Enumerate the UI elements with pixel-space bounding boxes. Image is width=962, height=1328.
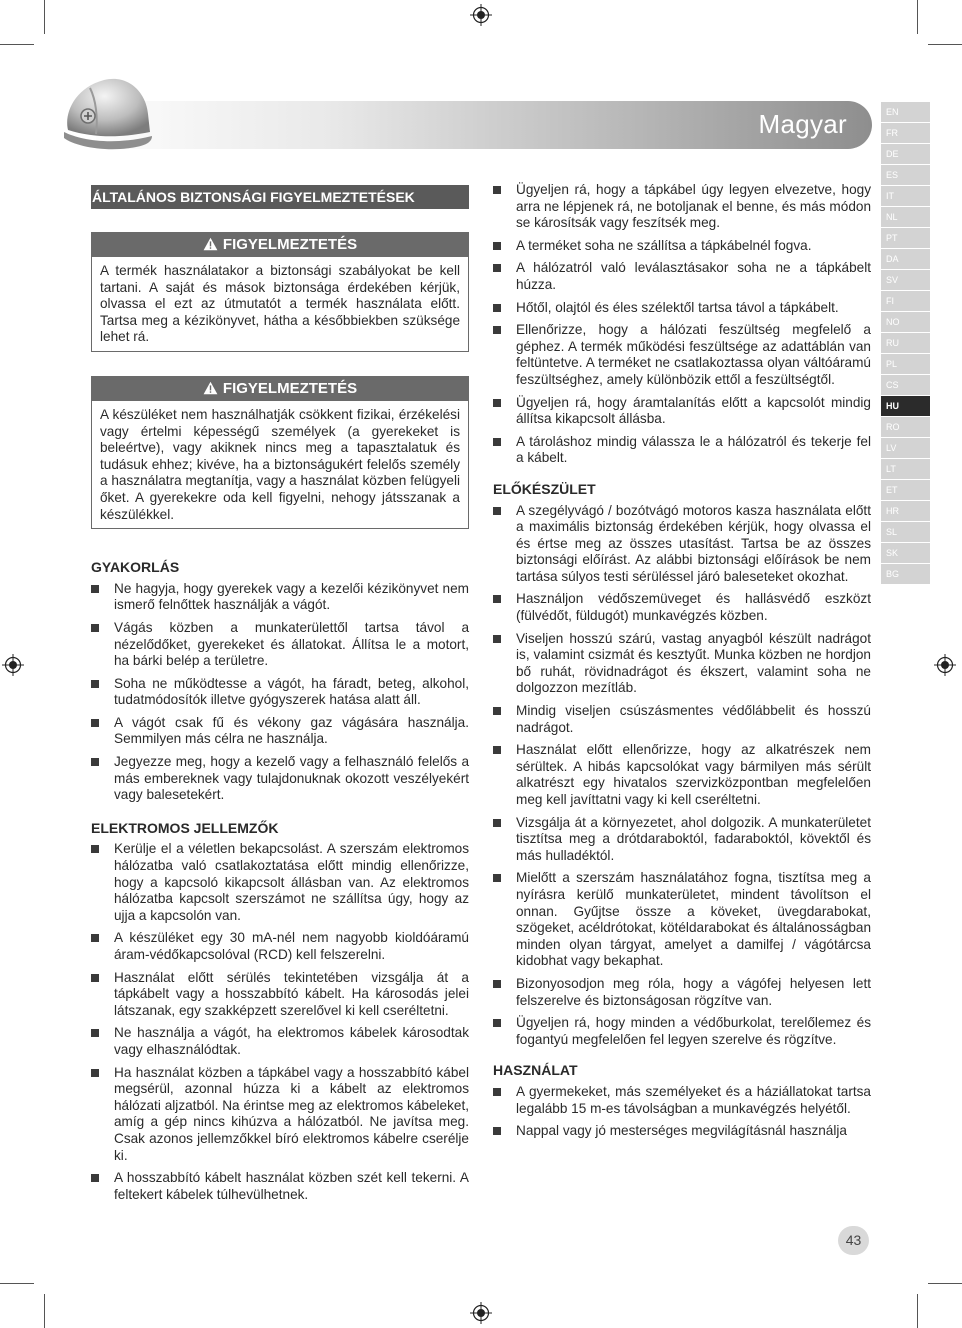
main-heading: ÁLTALÁNOS BIZTONSÁGI FIGYELMEZTETÉSEK: [91, 185, 469, 209]
list-item-text: Soha ne működtesse a vágót, ha fáradt, beteg, alkohol, tudatmódosítók illetve gyógyszerek hatása alatt áll.: [114, 675, 469, 708]
square-bullet-icon: [493, 635, 501, 643]
registration-mark-icon: [934, 654, 956, 676]
list-item-text: Vizsgálja át a környezetet, ahol dolgozik. A munkaterületet tisztítsa meg a drótdaraboktól, fadaraboktól, kövektől és más hulladéktól.: [516, 814, 871, 863]
list-item-text: Kerülje el a véletlen bekapcsolást. A szerszám elektromos hálózatba való csatlakoztatása előtt mindig ellenőrizze, hogy a kapcsoló kikapcsolt állásban van. Az elektromos hálózatba kapcsolt szerszámot ne szállítsa úgy, hogy az ujja a kapcsolón van.: [114, 841, 469, 923]
lang-tab-de[interactable]: DE: [881, 144, 930, 164]
warning-triangle-icon: [203, 381, 218, 395]
list-item: [493, 503, 871, 586]
list-item: [493, 260, 871, 293]
list-item-text: Használat előtt ellenőrizze, hogy az alkatrészek nem sérültek. A hibás kapcsolókat vagy bármilyen más sérült alkatrészt egy hivatalos szervizközpontban megfelelően meg kell javíttatni vagy ki kell cseréltetni.: [516, 742, 871, 807]
lang-tab-sl[interactable]: SL: [881, 522, 930, 542]
section-heading-hasznalat: HASZNÁLAT: [493, 1062, 578, 1079]
list-item-text: Ne használja a vágót, ha elektromos kábelek károsodtak vagy elhasználódtak.: [114, 1025, 469, 1057]
list-item-text: Használjon védőszemüveget és hallásvédő eszközt (fülvédőt, füldugót) munkavégzés közben.: [516, 591, 871, 624]
safety-helmet-icon: [60, 74, 160, 154]
lang-tab-hr[interactable]: HR: [881, 501, 930, 521]
square-bullet-icon: [493, 707, 501, 715]
lang-tab-cs[interactable]: CS: [881, 375, 930, 395]
square-bullet-icon: [91, 719, 99, 727]
list-item: [493, 703, 871, 736]
list-item: [91, 1065, 469, 1165]
square-bullet-icon: [493, 242, 501, 250]
bullet-list-gyakorlas: [91, 581, 469, 804]
crop-mark: [44, 0, 45, 34]
registration-mark-icon: [2, 654, 24, 676]
list-item-text: Bizonyosodjon meg róla, hogy a vágófej helyesen lett felszerelve és biztonságosan rögzítve van.: [516, 975, 871, 1008]
list-item-text: A terméket soha ne szállítsa a tápkábelnél fogva.: [516, 237, 812, 253]
bullet-list-elektromos: [91, 841, 469, 1203]
crop-mark: [44, 1294, 45, 1328]
square-bullet-icon: [91, 934, 99, 942]
crop-mark: [917, 0, 918, 34]
crop-mark: [928, 1283, 962, 1284]
list-item: [493, 300, 871, 317]
warning-title-text: FIGYELMEZTETÉS: [222, 379, 358, 397]
square-bullet-icon: [493, 304, 501, 312]
list-item-text: A tároláshoz mindig válassza le a hálózatról és tekerje fel a kábelt.: [516, 433, 871, 466]
header-bar: [96, 101, 872, 149]
list-item: [493, 434, 871, 467]
lang-tab-bg[interactable]: BG: [881, 564, 930, 584]
list-item-text: A szegélyvágó / bozótvágó motoros kasza használata előtt a maximális biztonság érdekében kérjük, hogy olvassa el és értse meg az összes utasítást. Tartsa be az összes biztonsági előírást. Az alábbi biztonsági előírások be nem tartása súlyos testi sérüléssel járó baleseteket okozhat.: [516, 502, 871, 584]
section-heading-elektromos: ELEKTROMOS JELLEMZŐK: [91, 819, 279, 836]
bullet-list-hasznalat: [493, 1084, 871, 1140]
list-item: [493, 1084, 871, 1117]
square-bullet-icon: [493, 1019, 501, 1027]
bullet-list-elektromos-continued: [493, 182, 871, 467]
list-item: [493, 395, 871, 428]
lang-tab-da[interactable]: DA: [881, 249, 930, 269]
list-item-text: A készüléket egy 30 mA-nél nem nagyobb kioldóáramú áram-védőkapcsolóval (RCD) kell felszerelni.: [114, 930, 469, 962]
square-bullet-icon: [91, 845, 99, 853]
lang-tab-no[interactable]: NO: [881, 312, 930, 332]
section-heading-gyakorlas: GYAKORLÁS: [91, 559, 180, 576]
list-item-text: A hosszabbító kábelt használat közben szét kell tekerni. A feltekert kábelek túlhevülhetnek.: [114, 1170, 469, 1202]
lang-tab-sv[interactable]: SV: [881, 270, 930, 290]
lang-tab-hu[interactable]: HU: [881, 396, 930, 416]
warning-title-text: FIGYELMEZTETÉS: [222, 236, 358, 253]
square-bullet-icon: [493, 264, 501, 272]
registration-mark-icon: [470, 1302, 492, 1324]
lang-tab-nl[interactable]: NL: [881, 207, 930, 227]
lang-tab-es[interactable]: ES: [881, 165, 930, 185]
list-item-text: Ügyeljen rá, hogy minden a védőburkolat, terelőlemez és fogantyú megfelelően fel legyen szerelve és rögzítve.: [516, 1015, 871, 1047]
square-bullet-icon: [91, 1029, 99, 1037]
list-item: [91, 676, 469, 709]
list-item-text: Vágás közben a munkaterülettől tartsa távol a nézelődőket, gyerekeket és állatokat. Állítsa le a motort, ha bárki belép a területre.: [114, 619, 469, 669]
list-item: [91, 754, 469, 804]
square-bullet-icon: [493, 507, 501, 515]
lang-tab-fi[interactable]: FI: [881, 291, 930, 311]
right-column: [493, 182, 871, 1146]
list-item: [493, 742, 871, 808]
square-bullet-icon: [91, 680, 99, 688]
left-column: [91, 182, 469, 1209]
lang-tab-it[interactable]: IT: [881, 186, 930, 206]
list-item: [91, 581, 469, 614]
lang-tab-pt[interactable]: PT: [881, 228, 930, 248]
crop-mark: [0, 44, 34, 45]
square-bullet-icon: [493, 326, 501, 334]
page-number: 43: [838, 1226, 869, 1255]
list-item-text: A hálózatról való leválasztásakor soha ne a tápkábelt húzza.: [516, 260, 871, 292]
lang-tab-pl[interactable]: PL: [881, 354, 930, 374]
bullet-list-elokeszulet: [493, 503, 871, 1049]
list-item: [493, 322, 871, 388]
list-item-text: Nappal vagy jó mesterséges megvilágításnál használja: [516, 1123, 847, 1139]
list-item: [91, 715, 469, 748]
list-item: [91, 1170, 469, 1203]
list-item-text: Ne hagyja, hogy gyerekek vagy a kezelői kézikönyvet nem ismerő felnőttek használják a vágót.: [114, 580, 469, 613]
list-item-text: Használat előtt sérülés tekintetében vizsgálja át a tápkábelt vagy a hosszabbító kábelt. Ha károsodás jelei látszanak, egy szakképzett szerelővel ki kell cseréltetni.: [114, 969, 469, 1018]
page-language-title: Magyar: [758, 109, 847, 139]
crop-mark: [0, 1283, 34, 1284]
lang-tab-fr[interactable]: FR: [881, 123, 930, 143]
list-item: [91, 930, 469, 963]
list-item-text: A gyermekeket, más személyeket és a háziállatokat tartsa legalább 15 m-es távolságban a munkavégzés helyétől.: [516, 1083, 871, 1116]
list-item-text: Ha használat közben a tápkábel vagy a hosszabbító kábel megsérül, azonnal húzza ki a kábelt az elektromos hálózati aljzatból. Na érintse meg az elektromos kábeleket, amíg a gép nincs kihúzva a hálózatból. Ne javítsa meg. Csak azonos jellemzőkkel bíró elektromos kábelre cserélje ki.: [114, 1064, 469, 1163]
square-bullet-icon: [91, 758, 99, 766]
lang-tab-ro[interactable]: RO: [881, 417, 930, 437]
lang-tab-sk[interactable]: SK: [881, 543, 930, 563]
list-item-text: Viseljen hosszú szárú, vastag anyagból készült nadrágot is, valamint csizmát és kesztyűt. Munka közben ne hordjon bő ruhát, rövidnadrágot és ékszert, valamint soha ne dolgozzon mezítláb.: [516, 630, 871, 696]
section-heading-elokeszulet: ELŐKÉSZÜLET: [493, 480, 596, 497]
square-bullet-icon: [493, 438, 501, 446]
warning-box: [91, 232, 469, 352]
list-item-text: Ügyeljen rá, hogy a tápkábel úgy legyen elvezetve, hogy arra ne lépjenek rá, ne botoljanak el benne, és más módon se károsítsák vagy feszítsék meg.: [516, 182, 871, 231]
crop-mark: [928, 44, 962, 45]
square-bullet-icon: [493, 1088, 501, 1096]
warning-title: [92, 233, 468, 257]
square-bullet-icon: [493, 186, 501, 194]
list-item: [493, 182, 871, 232]
list-item: [493, 976, 871, 1009]
list-item-text: Mielőtt a szerszám használatához fogna, tisztítsa meg a nyírásra kerülő munkaterületet, mindent távolítson el onnan. Gyűjtse össze a köveket, üvegdarabokat, szögeket, acéldrótokat, kötéldarabokat és általánosságban minden olyan tárgyat, amelyet a damilfej / vágótárcsa kidobhat vagy bekaphat.: [516, 870, 871, 969]
list-item-text: Hőtől, olajtól és éles szélektől tartsa távol a tápkábelt.: [516, 299, 839, 315]
warning-triangle-icon: [203, 237, 218, 251]
square-bullet-icon: [91, 585, 99, 593]
lang-tab-lt[interactable]: LT: [881, 459, 930, 479]
list-item-text: Jegyezze meg, hogy a kezelő vagy a felhasználó felelős a más embereknek vagy tulajdonuknak okozott veszélyekért vagy balesetekért.: [114, 754, 469, 803]
square-bullet-icon: [493, 874, 501, 882]
list-item: [91, 841, 469, 924]
square-bullet-icon: [91, 624, 99, 632]
list-item: [91, 970, 469, 1020]
square-bullet-icon: [91, 1174, 99, 1182]
list-item: [493, 1015, 871, 1048]
square-bullet-icon: [91, 974, 99, 982]
list-item: [493, 591, 871, 624]
lang-tab-en[interactable]: EN: [881, 102, 930, 122]
square-bullet-icon: [91, 1069, 99, 1077]
list-item-text: Mindig viseljen csúszásmentes védőlábbelit és hosszú nadrágot.: [516, 703, 871, 735]
crop-mark: [917, 1294, 918, 1328]
registration-mark-icon: [470, 4, 492, 26]
square-bullet-icon: [493, 746, 501, 754]
warning-title: [92, 377, 468, 401]
lang-tab-ru[interactable]: RU: [881, 333, 930, 353]
list-item-text: A vágót csak fű és vékony gaz vágására használja. Semmilyen más célra ne használja.: [114, 714, 469, 747]
list-item: [493, 238, 871, 255]
language-tabs: [881, 102, 930, 585]
square-bullet-icon: [493, 1127, 501, 1135]
warning-box: [91, 376, 469, 529]
lang-tab-lv[interactable]: LV: [881, 438, 930, 458]
list-item: [493, 631, 871, 697]
list-item-text: Ügyeljen rá, hogy áramtalanítás előtt a kapcsolót mindig állítsa kikapcsolt állásba.: [516, 394, 871, 427]
square-bullet-icon: [493, 980, 501, 988]
square-bullet-icon: [493, 819, 501, 827]
list-item: [493, 870, 871, 970]
square-bullet-icon: [493, 595, 501, 603]
list-item: [91, 620, 469, 670]
warning-text: A készüléket nem használhatják csökkent fizikai, érzékelési vagy értelmi képességű személyek (a gyerekeket is beleértve), vagy akiknek nincs meg a tapasztalatuk és tudásuk ehhez; kivéve, ha a biztonságukért felelős személy a használatra megtanítja, vagy a használat közben felügyeli őket. A gyerekekre oda kell figyelni, nehogy játsszanak a készülékkel.: [100, 406, 460, 522]
square-bullet-icon: [493, 399, 501, 407]
warning-text: A termék használatakor a biztonsági szabályokat be kell tartani. A saját és mások biztonsága érdekében kérjük, olvassa el ezt az útmutatót a termék használata előtt. Tartsa meg a kézikönyvet, hátha a későbbiekben szüksége lehet rá.: [100, 263, 460, 345]
list-item-text: Ellenőrizze, hogy a hálózati feszültség megfelelő a géphez. A termék működési feszültsége az adattáblán van feltüntetve. A terméket ne csatlakoztassa olyan váltóáramú feszültséghez, amely különbözik ettől a feszültségtől.: [516, 322, 871, 387]
lang-tab-et[interactable]: ET: [881, 480, 930, 500]
list-item: [493, 815, 871, 865]
list-item: [493, 1123, 871, 1140]
list-item: [91, 1025, 469, 1058]
